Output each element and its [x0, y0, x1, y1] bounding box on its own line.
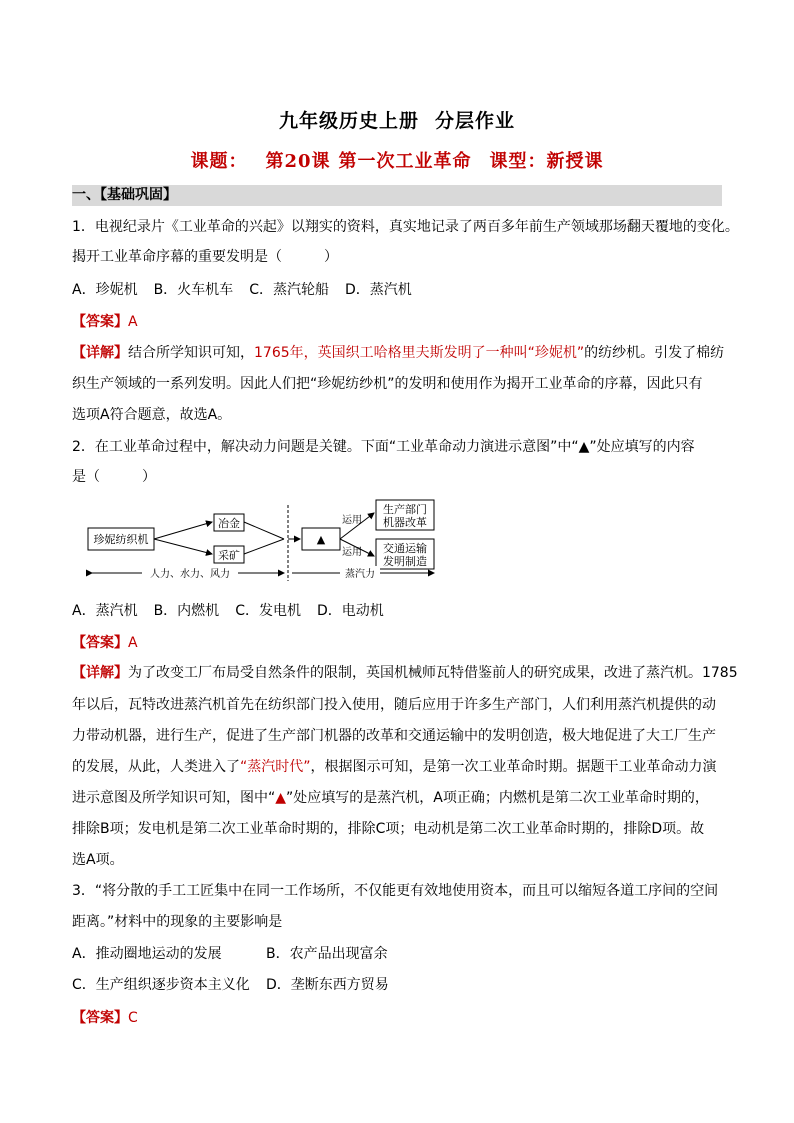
diagram-label-use-2: 运用 — [342, 547, 362, 558]
q2-detail-line5 — [72, 788, 709, 808]
q2-stem-line2: 是（ ） — [72, 469, 156, 485]
title-grade: 九年级历史上册 — [278, 110, 419, 132]
q2-stem-line1: 2．在工业革命过程中，解决动力问题是关键。下面“工业革命动力演进示意图”中“▲”处应填写的内容 — [72, 439, 695, 455]
course-type: 课型：新授课 — [489, 151, 604, 172]
q3-option-c: C．生产组织逐步资本主义化 — [72, 977, 250, 993]
diagram-label-triangle: ▲ — [316, 533, 326, 546]
diagram-arrow — [244, 539, 284, 554]
q3-option-b: B．农产品出现富余 — [266, 946, 388, 962]
detail-text-red: “蒸汽时代” — [240, 759, 311, 775]
q3-stem-line2: 距离。”材料中的现象的主要影响是 — [72, 914, 283, 930]
diagram-label-jenny: 珍妮纺织机 — [93, 533, 149, 546]
diagram-era-left: 人力、水力、风力 — [150, 569, 230, 580]
diagram-label-mine: 采矿 — [218, 549, 240, 562]
q1-option-c: C．蒸汽轮船 — [249, 282, 329, 298]
diagram-arrow — [154, 522, 212, 539]
q1-detail-line1 — [72, 343, 724, 363]
detail-text: 的发展，从此，人类进入了 — [72, 759, 240, 775]
q2-detail-line3: 力带动机器，进行生产，促进了生产部门机器的改革和交通运输中的发明创造，极大地促进了大工厂生产 — [72, 728, 716, 744]
q1-options — [72, 280, 412, 300]
q2-detail-line1 — [72, 663, 738, 683]
q2-option-b: B．内燃机 — [153, 603, 220, 619]
q2-option-d: D．电动机 — [316, 603, 384, 619]
q2-option-a: A．蒸汽机 — [72, 603, 138, 619]
course-name: 第一次工业革命 — [338, 151, 472, 172]
detail-label: 【详解】 — [72, 665, 128, 681]
q1-option-b: B．火车机车 — [153, 282, 234, 298]
detail-text: 的纺纱机。引发了棉纺 — [584, 345, 725, 361]
q2-detail-line7: 选A项。 — [72, 852, 124, 868]
detail-text: 结合所学知识可知， — [128, 345, 254, 361]
diagram-arrow — [154, 539, 212, 554]
q3-option-d: D．垄断东西方贸易 — [266, 977, 389, 993]
q3-answer — [72, 1008, 138, 1028]
q1-option-a: A．珍妮机 — [72, 282, 138, 298]
power-evolution-diagram — [72, 495, 452, 585]
detail-text-red: 1765年，英国织工哈格里夫斯发明了一种叫 — [254, 345, 528, 361]
detail-label: 【详解】 — [72, 345, 128, 361]
diagram-era-right: 蒸汽力 — [345, 569, 375, 580]
q1-answer — [72, 312, 138, 332]
q2-detail-line2: 年以后，瓦特改进蒸汽机首先在纺织部门投入使用，随后应用于许多生产部门，人们利用蒸汽机提供的动 — [72, 697, 716, 713]
diagram-label-transport-1: 交通运输 — [383, 542, 427, 555]
course-label: 课题： — [190, 151, 248, 172]
q1-stem-line2: 揭开工业革命序幕的重要发明是（ ） — [72, 249, 338, 265]
section-basic: 一、【基础巩固】 — [72, 185, 722, 206]
detail-text: 进示意图及所学知识可知，图中“ — [72, 790, 276, 806]
answer-label: 【答案】 — [72, 1010, 128, 1026]
diagram-label-transport-2: 发明制造 — [383, 555, 427, 568]
answer-value: A — [128, 314, 138, 330]
detail-text: ，根据图示可知，是第一次工业革命时期。据题干工业革命动力演 — [310, 759, 717, 775]
q2-detail-line6: 排除B项；发电机是第二次工业革命时期的，排除C项；电动机是第二次工业革命时期的，排除D项。故 — [72, 821, 705, 837]
q2-detail-line4 — [72, 757, 717, 777]
q3-option-a: A．推动圈地运动的发展 — [72, 946, 222, 962]
course-lesson: 第20课 — [265, 151, 331, 172]
diagram-label-use-1: 运用 — [342, 515, 362, 526]
q3-options-row2 — [72, 975, 389, 995]
diagram-arrow — [244, 522, 284, 539]
detail-text-red: ▲ — [275, 790, 287, 806]
lesson-subtitle — [0, 147, 794, 173]
q3-options-row1 — [72, 944, 388, 964]
diagram-label-production-1: 生产部门 — [383, 503, 427, 516]
q1-stem-line1: 1．电视纪录片《工业革命的兴起》以翔实的资料，真实地记录了两百多年前生产领域那场翻天覆地的变化。 — [72, 219, 739, 235]
q3-stem-line1: 3．“将分散的手工工匠集中在同一工作场所，不仅能更有效地使用资本，而且可以缩短各道工序间的空间 — [72, 883, 719, 899]
q2-answer — [72, 633, 138, 653]
diagram-label-smelt: 冶金 — [218, 517, 240, 530]
answer-value: A — [128, 635, 138, 651]
q2-option-c: C．发电机 — [235, 603, 301, 619]
answer-label: 【答案】 — [72, 635, 128, 651]
q1-detail-line3: 选项A符合题意，故选A。 — [72, 407, 232, 423]
detail-text: ”处应填写的是蒸汽机，A项正确；内燃机是第二次工业革命时期的， — [286, 790, 709, 806]
diagram-label-production-2: 机器改革 — [383, 516, 427, 529]
detail-text-red: “珍妮机” — [527, 345, 585, 361]
page-title — [0, 106, 794, 133]
q1-option-d: D．蒸汽机 — [344, 282, 412, 298]
title-homework: 分层作业 — [435, 110, 516, 132]
q2-options — [72, 601, 384, 621]
q1-detail-line2: 织生产领域的一系列发明。因此人们把“珍妮纺纱机”的发明和使用作为揭开工业革命的序幕，因此只有 — [72, 376, 703, 392]
answer-value: C — [128, 1010, 138, 1026]
detail-text: 为了改变工厂布局受自然条件的限制，英国机械师瓦特借鉴前人的研究成果，改进了蒸汽机。1785 — [128, 665, 738, 681]
answer-label: 【答案】 — [72, 314, 128, 330]
